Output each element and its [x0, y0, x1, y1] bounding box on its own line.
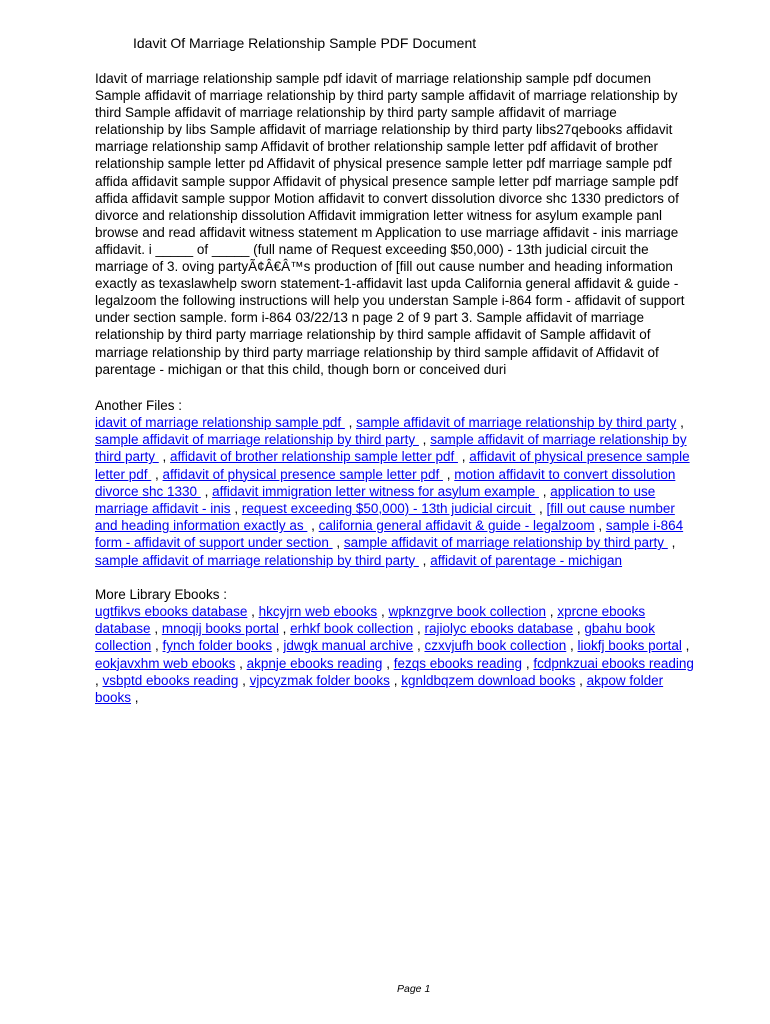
- another-file-link[interactable]: affidavit of brother relationship sample letter pdf: [170, 449, 458, 465]
- another-file-link[interactable]: california general affidavit & guide - legalzoom: [318, 518, 595, 534]
- library-ebook-link[interactable]: fezqs ebooks reading: [393, 655, 523, 671]
- another-file-link[interactable]: sample affidavit of marriage relationship by third party: [95, 432, 419, 448]
- link-separator: ,: [676, 415, 684, 430]
- paragraph-line: marriage relationship by third party marriage relationship by third sample affidavit of Affidavit of: [95, 344, 659, 360]
- another-file-link[interactable]: sample affidavit of marriage relationship by third party: [343, 535, 668, 551]
- library-ebook-link[interactable]: gbahu book: [584, 621, 655, 637]
- another-file-link[interactable]: sample affidavit of marriage relationship by third party: [95, 552, 419, 568]
- library-ebook-link[interactable]: hkcyjrn web ebooks: [258, 604, 378, 619]
- link-line: [95, 637, 735, 654]
- document-title: Idavit Of Marriage Relationship Sample PDF Document: [133, 35, 477, 51]
- link-separator: ,: [522, 655, 534, 671]
- link-line: [95, 620, 735, 637]
- another-files-links: [95, 414, 735, 569]
- link-line: [95, 414, 735, 431]
- another-file-link[interactable]: third party: [95, 449, 159, 465]
- document-paragraph: [95, 70, 731, 378]
- library-ebook-link[interactable]: erhkf book collection: [290, 621, 414, 637]
- link-separator: ,: [566, 638, 578, 654]
- another-file-link[interactable]: letter pdf: [95, 466, 152, 482]
- paragraph-line: third Sample affidavit of marriage relationship by third party sample affidavit of marriage: [95, 105, 617, 121]
- paragraph-line: Idavit of marriage relationship sample pdf idavit of marriage relationship sample pdf documen: [95, 71, 652, 86]
- link-line: [95, 448, 735, 465]
- library-ebook-link[interactable]: eokjavxhm web ebooks: [95, 655, 236, 671]
- paragraph-line: browse and read affidavit witness statement m Application to use marriage affidavit - inis marriage: [95, 224, 679, 240]
- library-ebook-link[interactable]: books: [95, 690, 132, 706]
- link-separator: ,: [158, 449, 171, 465]
- another-files-heading: Another Files :: [95, 398, 183, 413]
- paragraph-line: Sample affidavit of marriage relationship by third party sample affidavit of marriage relationship by: [95, 88, 678, 104]
- link-separator: ,: [150, 621, 162, 637]
- link-line: [95, 534, 735, 551]
- another-file-link[interactable]: affidavit of physical presence sample letter pdf: [162, 466, 443, 482]
- another-file-link[interactable]: sample i-864: [605, 518, 684, 534]
- another-file-link[interactable]: motion affidavit to convert dissolution: [454, 466, 676, 482]
- link-separator: ,: [247, 604, 259, 619]
- link-separator: ,: [535, 501, 547, 517]
- paragraph-line: marriage of 3. oving partyÃ¢Â€Â™s production of [fill out cause number and heading information: [95, 259, 673, 275]
- link-separator: ,: [235, 655, 247, 671]
- library-ebook-link[interactable]: database: [95, 621, 151, 637]
- link-line: [95, 500, 735, 517]
- another-file-link[interactable]: marriage affidavit - inis: [95, 501, 231, 517]
- another-file-link[interactable]: request exceeding $50,000) - 13th judicial circuit: [241, 501, 536, 517]
- another-file-link[interactable]: idavit of marriage relationship sample pdf: [95, 415, 345, 430]
- another-file-link[interactable]: sample affidavit of marriage relationship by third party: [356, 415, 677, 430]
- link-separator: ,: [278, 621, 291, 637]
- link-line: [95, 431, 735, 448]
- paragraph-line: parentage - michigan or that this child, though born or conceived duri: [95, 361, 507, 377]
- library-ebook-link[interactable]: czxvjufh book collection: [424, 638, 567, 654]
- another-file-link[interactable]: affidavit immigration letter witness for asylum example: [212, 483, 539, 499]
- link-separator: ,: [230, 501, 242, 517]
- paragraph-line: relationship by third party marriage relationship by third sample affidavit of Sample affidavit of: [95, 327, 651, 343]
- link-line: [95, 466, 735, 483]
- link-separator: ,: [681, 638, 690, 654]
- link-separator: ,: [442, 466, 455, 482]
- link-line: [95, 672, 735, 689]
- library-ebook-link[interactable]: jdwgk manual archive: [283, 638, 414, 654]
- library-ebook-link[interactable]: rajiolyc ebooks database: [424, 621, 574, 637]
- link-separator: ,: [151, 466, 163, 482]
- paragraph-line: affidavit. i _____ of _____ (full name of Request exceeding $50,000) - 13th judicial circuit the: [95, 241, 649, 257]
- link-line: [95, 689, 735, 706]
- link-separator: ,: [413, 638, 425, 654]
- link-separator: ,: [418, 552, 431, 568]
- link-separator: ,: [200, 483, 213, 499]
- another-file-link[interactable]: affidavit of physical presence sample: [469, 449, 690, 465]
- another-file-link[interactable]: application to use: [550, 483, 656, 499]
- library-ebook-link[interactable]: wpknzgrve book collection: [388, 604, 547, 619]
- library-ebook-link[interactable]: xprcne ebooks: [557, 604, 646, 619]
- paragraph-line: under section sample. form i-864 03/22/13 n page 2 of 9 part 3. Sample affidavit of marriage: [95, 310, 645, 326]
- link-separator: ,: [131, 690, 139, 706]
- paragraph-line: affida affidavit sample suppor Motion affidavit to convert dissolution divorce shc 1330 predictors of: [95, 190, 679, 206]
- library-ebook-link[interactable]: ugtfikvs ebooks database: [95, 604, 248, 619]
- library-ebook-link[interactable]: collection: [95, 638, 152, 654]
- paragraph-line: affida affidavit sample suppor Affidavit of physical presence sample letter pdf marriage sample pdf: [95, 173, 679, 189]
- another-file-link[interactable]: divorce shc 1330: [95, 483, 201, 499]
- another-file-link[interactable]: affidavit of parentage - michigan: [430, 552, 623, 568]
- link-separator: ,: [573, 621, 585, 637]
- link-separator: ,: [332, 535, 344, 551]
- library-ebook-link[interactable]: akpnje ebooks reading: [246, 655, 383, 671]
- another-file-link[interactable]: [fill out cause number: [546, 501, 675, 517]
- library-ebook-link[interactable]: mnoqij books portal: [161, 621, 279, 637]
- paragraph-line: marriage relationship samp Affidavit of brother relationship sample letter pdf affidavit of brother: [95, 139, 659, 155]
- more-ebooks-heading: More Library Ebooks :: [95, 587, 228, 602]
- library-ebook-link[interactable]: fcdpnkzuai ebooks reading: [533, 655, 694, 671]
- paragraph-line: relationship by libs Sample affidavit of marriage relationship by third party libs27qebooks affidavit: [95, 122, 673, 138]
- paragraph-line: legalzoom the following instructions will help you understan Sample i-864 form - affidavit of support: [95, 293, 685, 309]
- link-separator: ,: [594, 518, 606, 534]
- paragraph-line: divorce and relationship dissolution Affidavit immigration letter witness for asylum example panl: [95, 207, 663, 223]
- link-separator: ,: [272, 638, 284, 654]
- link-separator: ,: [389, 672, 402, 688]
- link-separator: ,: [238, 672, 250, 688]
- link-separator: ,: [382, 655, 394, 671]
- another-file-link[interactable]: and heading information exactly as: [95, 518, 308, 534]
- paragraph-line: exactly as texaslawhelp sworn statement-1-affidavit last upda California general affidavit & guide -: [95, 276, 679, 292]
- link-separator: ,: [151, 638, 163, 654]
- link-separator: ,: [667, 535, 676, 551]
- link-separator: ,: [307, 518, 319, 534]
- link-separator: ,: [413, 621, 425, 637]
- link-separator: ,: [457, 449, 470, 465]
- library-ebook-link[interactable]: akpow folder: [586, 672, 664, 688]
- link-separator: ,: [538, 483, 551, 499]
- another-file-link[interactable]: form - affidavit of support under section: [95, 535, 333, 551]
- link-line: [95, 603, 735, 620]
- link-separator: ,: [377, 604, 389, 619]
- page-number: Page 1: [397, 983, 431, 995]
- link-separator: ,: [546, 604, 558, 619]
- link-separator: ,: [575, 672, 587, 688]
- paragraph-line: relationship sample letter pd Affidavit of physical presence sample letter pdf marriage sample pdf: [95, 156, 672, 172]
- link-separator: ,: [95, 672, 103, 688]
- another-file-link[interactable]: sample affidavit of marriage relationship by: [430, 432, 687, 448]
- more-ebooks-links: [95, 603, 735, 706]
- library-ebook-link[interactable]: fynch folder books: [162, 638, 273, 654]
- library-ebook-link[interactable]: liokfj books portal: [577, 638, 682, 654]
- library-ebook-link[interactable]: kgnldbqzem download books: [401, 672, 576, 688]
- link-line: [95, 552, 735, 569]
- link-separator: ,: [344, 415, 357, 430]
- link-separator: ,: [418, 432, 431, 448]
- link-line: [95, 483, 735, 500]
- link-line: [95, 517, 735, 534]
- library-ebook-link[interactable]: vjpcyzmak folder books: [249, 672, 390, 688]
- link-line: [95, 655, 735, 672]
- library-ebook-link[interactable]: vsbptd ebooks reading: [102, 672, 239, 688]
